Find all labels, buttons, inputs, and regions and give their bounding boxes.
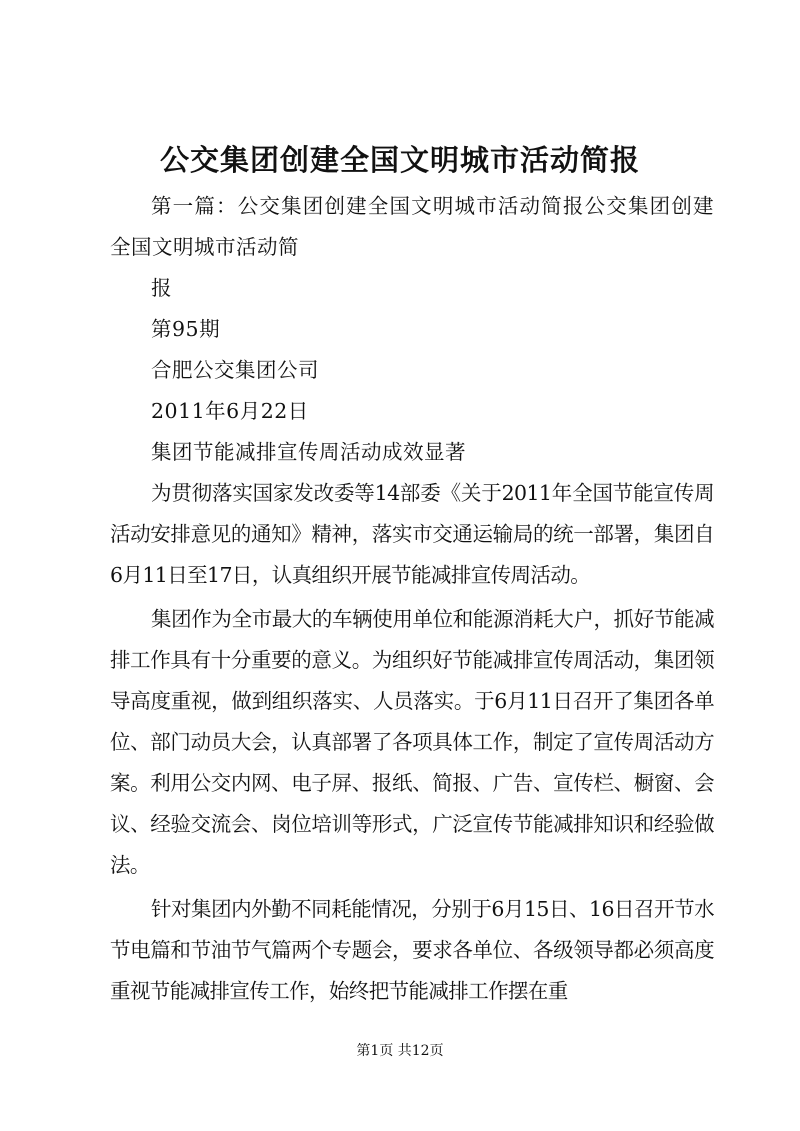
paragraph-body: 针对集团内外勤不同耗能情况，分别于6月15日、16日召开节水节电篇和节油节气篇两个专题会，要求各单位、各级领导都必须高度重视节能减排宣传工作，始终把节能减排工作摆在重 xyxy=(110,897,714,1003)
page-footer: 第1页 共12页 xyxy=(356,1043,444,1059)
paragraph-date: 2011年6月22日 xyxy=(151,399,309,423)
paragraph-body: 集团作为全市最大的车辆使用单位和能源消耗大户，抓好节能减排工作具有十分重要的意义。为组织好节能减排宣传周活动，集团领导高度重视，做到组织落实、人员落实。于6月11日召开了集团各单位、部门动员大会，认真部署了各项具体工作，制定了宣传周活动方案。利用公交内网、电子屏、报纸、简报、广告、宣传栏、橱窗、会议、经验交流会、岗位培训等形式，广泛宣传节能减排知识和经验做法。 xyxy=(110,607,714,877)
paragraph-body: 为贯彻落实国家发改委等14部委《关于2011年全国节能宣传周活动安排意见的通知》精神，落实市交通运输局的统一部署，集团自6月11日至17日，认真组织开展节能减排宣传周活动。 xyxy=(110,481,714,587)
document-body xyxy=(110,186,714,1012)
paragraph-issue-number: 第95期 xyxy=(151,317,221,341)
document-title: 公交集团创建全国文明城市活动简报 xyxy=(159,143,640,177)
paragraph-bao: 报 xyxy=(151,276,172,300)
paragraph-subheading: 集团节能减排宣传周活动成效显著 xyxy=(151,440,466,464)
paragraph-heading: 第一篇：公交集团创建全国文明城市活动简报公交集团创建全国文明城市活动简 xyxy=(110,194,714,259)
paragraph-company: 合肥公交集团公司 xyxy=(151,358,319,382)
